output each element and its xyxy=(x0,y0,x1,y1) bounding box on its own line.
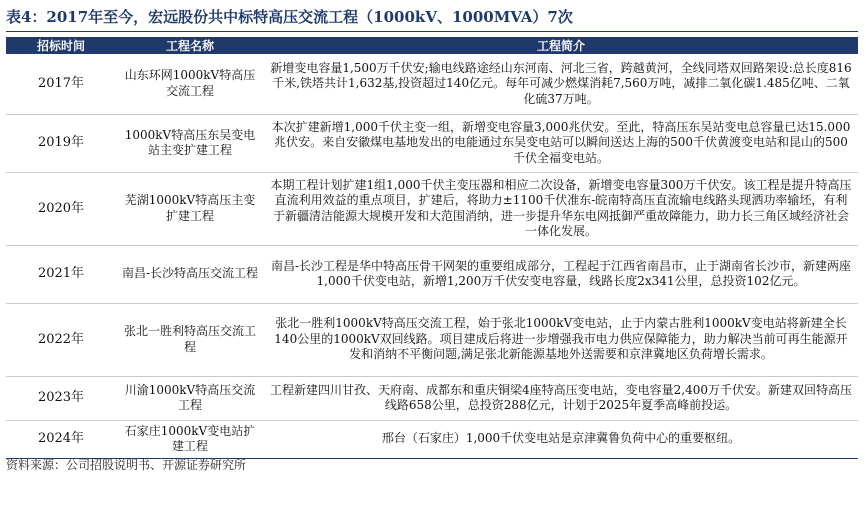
row-project-name: 张北一胜利特高压交流工程 xyxy=(116,303,264,376)
header-bid-time: 招标时间 xyxy=(6,37,116,54)
table-row xyxy=(6,172,858,245)
bidding-table xyxy=(6,37,858,459)
row-year: 2019年 xyxy=(6,114,116,172)
row-year: 2022年 xyxy=(6,303,116,376)
row-description: 本次扩建新增1,000千伏主变一组，新增变电容量3,000兆伏安。至此，特高压东吴站变电总容量已达15.000兆伏安。来自安徽煤电基地发出的电能通过东吴变电站可以瞬间送达上海的500千伏黄渡变电站和昆山的500千伏全福变电站。 xyxy=(264,114,858,172)
row-project-name: 石家庄1000kV变电站扩建工程 xyxy=(116,420,264,458)
row-year: 2021年 xyxy=(6,245,116,303)
row-project-name: 山东环网1000kV特高压交流工程 xyxy=(116,54,264,114)
table-row xyxy=(6,245,858,303)
table-row xyxy=(6,420,858,458)
source-note: 资料来源：公司招股说明书、开源证券研究所 xyxy=(6,458,247,472)
row-description: 南昌-长沙工程是华中特高压骨干网架的重要组成部分，工程起于江西省南昌市，止于湖南省长沙市，新建两座1,000千伏变电站，新增1,200万千伏安变电容量，线路长度2x341公里，总投资102亿元。 xyxy=(264,245,858,303)
row-description: 邢台（石家庄）1,000千伏变电站是京津冀鲁负荷中心的重要枢纽。 xyxy=(264,420,858,458)
table-body xyxy=(6,54,858,458)
table-row xyxy=(6,376,858,420)
row-description: 新增变电容量1,500万千伏安;输电线路途经山东河南、河北三省，跨越黄河，全线同塔双回路架设:总长度816千米,铁塔共计1,632基,投资超过140亿元。每年可减少燃煤消耗7,560万吨，减排二氧化碳1.485亿吨、二氧化硫37万吨。 xyxy=(264,54,858,114)
row-description: 工程新建四川甘孜、天府南、成都东和重庆铜梁4座特高压变电站，变电容量2,400万千伏安。新建双回特高压线路658公里，总投资288亿元，计划于2025年夏季高峰前投运。 xyxy=(264,376,858,420)
table-caption: 表4：2017年至今，宏远股份共中标特高压交流工程（1000kV、1000MVA）7次 xyxy=(6,8,573,26)
row-project-name: 芜湖1000kV特高压主变扩建工程 xyxy=(116,172,264,245)
row-project-name: 南昌-长沙特高压交流工程 xyxy=(116,245,264,303)
caption-rule xyxy=(6,31,858,32)
table-row xyxy=(6,54,858,114)
row-project-name: 川渝1000kV特高压交流工程 xyxy=(116,376,264,420)
header-project-intro: 工程简介 xyxy=(264,37,858,54)
row-year: 2017年 xyxy=(6,54,116,114)
table-header xyxy=(6,37,858,54)
table-row xyxy=(6,114,858,172)
row-project-name: 1000kV特高压东吴变电站主变扩建工程 xyxy=(116,114,264,172)
row-description: 本期工程计划扩建1组1,000千伏主变压器和相应二次设备，新增变电容量300万千伏安。该工程是提升特高压直流利用效益的重点项目，扩建后，将助力±1100千伏准东-皖南特高压直流输电线路头现洒功率输坯，有利于新疆清洁能源大规模开发和大范围消纳，进一步提升华东电网抵御严重故障能力，助力长三角区域经济社会一体化发展。 xyxy=(264,172,858,245)
row-year: 2024年 xyxy=(6,420,116,458)
table-row xyxy=(6,303,858,376)
header-row xyxy=(6,37,858,54)
header-project-name: 工程名称 xyxy=(116,37,264,54)
row-year: 2023年 xyxy=(6,376,116,420)
row-year: 2020年 xyxy=(6,172,116,245)
row-description: 张北一胜利1000kV特高压交流工程，始于张北1000kV变电站，止于内蒙古胜利1000kV变电站将新建全长140公里的1000kV双回线路。项目建成后将进一步增强我市电力供应保障能力，助力解决当前可再生能源开发和消纳不平衡问题,满足张北新能源基地外送需要和京津冀地区负荷增长需求。 xyxy=(264,303,858,376)
